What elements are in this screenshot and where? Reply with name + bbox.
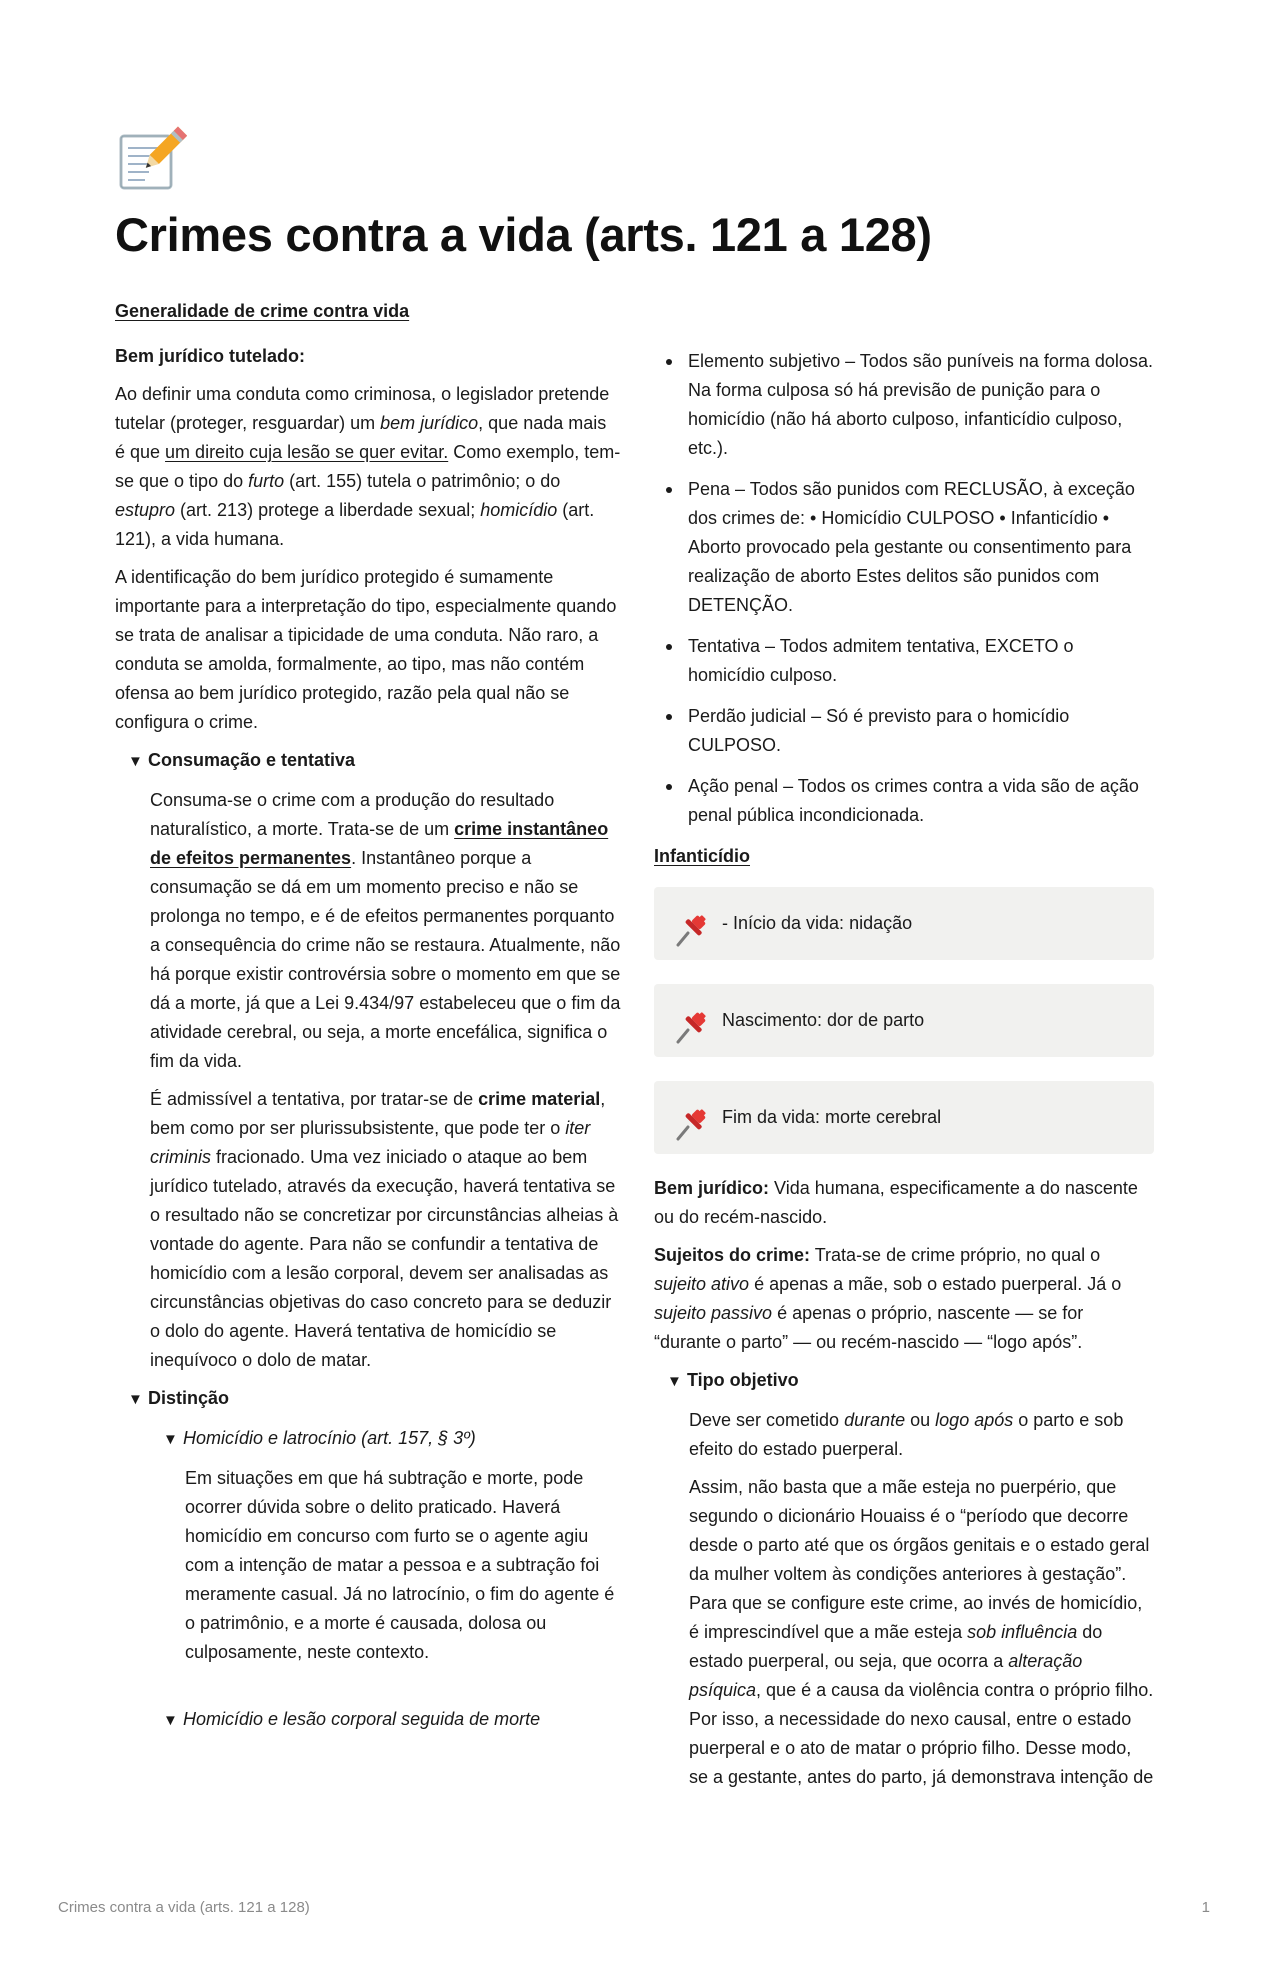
underlined-definition: um direito cuja lesão se quer evitar.	[165, 442, 449, 462]
text-span: , que nada mais é que	[115, 413, 607, 462]
bem-juridico-tutelado-label: Bem jurídico tutelado:	[115, 346, 306, 366]
triangle-down-icon[interactable]: ▼	[163, 1712, 178, 1729]
pushpin-icon	[672, 1107, 708, 1143]
emphasis-sob-influencia: sob influência	[967, 1622, 1078, 1642]
toggle-label: Consumação e tentativa	[148, 750, 356, 770]
consumacao-paragraph	[150, 786, 621, 1076]
emphasis-sujeito-passivo: sujeito passivo	[654, 1303, 773, 1323]
toggle-distincao	[115, 1384, 621, 1735]
tentativa-paragraph	[150, 1085, 621, 1375]
list-item: Perdão judicial – Só é previsto para o homicídio CULPOSO.	[688, 702, 1154, 760]
tipo-objetivo-paragraph-2	[689, 1473, 1154, 1792]
text-span: (art. 155) tutela o patrimônio; o do	[284, 471, 561, 491]
text-span: é apenas o próprio, nascente — se for “durante o parto” — ou recém-nascido — “logo após”.	[654, 1303, 1084, 1352]
emphasis-durante: durante	[844, 1410, 906, 1430]
bullet-list	[654, 347, 1154, 830]
toggle-label: Homicídio e lesão corporal seguida de morte	[183, 1709, 541, 1729]
emphasis-iter-criminis: iter criminis	[150, 1118, 591, 1167]
text-span: Ao definir uma conduta como criminosa, o legislador pretende tutelar (proteger, resguardar) um	[115, 384, 610, 433]
text-span: Vida humana, especificamente a do nascente ou do recém-nascido.	[654, 1178, 1138, 1227]
text-span: ou	[905, 1410, 936, 1430]
emphasis-alteracao-psiquica: alteração psíquica	[689, 1651, 1083, 1700]
toggle-distincao-header[interactable]	[128, 1384, 621, 1414]
text-span: é apenas a mãe, sob o estado puerperal. Já o	[749, 1274, 1122, 1294]
text-span: , que é a causa da violência contra o próprio filho. Por isso, a necessidade do nexo causal, entre o estado puerperal e o ato de matar o próprio filho. Desse modo, se a gestante, antes do parto, já demonstrava intenção de	[689, 1680, 1154, 1787]
bold-label: Bem jurídico:	[654, 1178, 770, 1198]
footer-doc-title: Crimes contra a vida (arts. 121 a 128)	[58, 1899, 310, 1916]
triangle-down-icon[interactable]: ▼	[128, 753, 143, 770]
toggle-label: Distinção	[148, 1388, 230, 1408]
callout-nascimento	[654, 984, 1154, 1057]
latrocinio-paragraph: Em situações em que há subtração e morte, pode ocorrer dúvida sobre o delito praticado. Haverá homicídio em concurso com furto se o agente agiu com a intenção de matar a pessoa e a subtração foi meramente casual. Já no latrocínio, o fim do agente é o patrimônio, e a morte é causada, dolosa ou culposamente, neste contexto.	[185, 1468, 615, 1662]
section-heading-generalidade: Generalidade de crime contra vida	[115, 301, 410, 321]
toggle-consumacao	[115, 746, 621, 1375]
pushpin-icon	[672, 1010, 708, 1046]
text-span: (art. 121), a vida humana.	[115, 500, 595, 549]
emphasis-estupro: estupro	[115, 500, 176, 520]
text-span: fracionado. Uma vez iniciado o ataque ao bem jurídico tutelado, através da execução, haverá tentativa se o resultado não se concretizar por circunstâncias alheias à vontade do agente. Para não se confundir a tentativa de homicídio com a lesão corporal, devem ser analisadas as circunstâncias objetivas do caso concreto para se deduzir o dolo do agente. Haverá tentativa de homicídio se inequívoco o dolo de matar.	[150, 1147, 619, 1370]
text-span: do estado puerperal, ou seja, que ocorra a	[689, 1622, 1103, 1671]
memo-pencil-icon	[115, 122, 187, 194]
text-span: Como exemplo, tem-se que o tipo do	[115, 442, 621, 491]
toggle-lesao-corporal-header[interactable]	[163, 1705, 621, 1735]
callout-inicio-vida	[654, 887, 1154, 960]
toggle-label: Tipo objetivo	[687, 1370, 799, 1390]
triangle-down-icon[interactable]: ▼	[667, 1373, 682, 1390]
list-item: Tentativa – Todos admitem tentativa, EXCETO o homicídio culposo.	[688, 632, 1154, 690]
toggle-latrocinio	[150, 1424, 621, 1735]
identificacao-paragraph: A identificação do bem jurídico protegido é sumamente importante para a interpretação do tipo, especialmente quando se trata de analisar a tipicidade de uma conduta. Não raro, a conduta se amolda, formalmente, ao tipo, mas não contém ofensa ao bem jurídico protegido, razão pela qual não se configura o crime.	[115, 567, 617, 732]
bem-juridico-paragraph	[115, 380, 621, 554]
tipo-objetivo-paragraph-1	[689, 1406, 1154, 1464]
text-span: Deve ser cometido	[689, 1410, 845, 1430]
text-span: , bem como por ser plurissubsistente, que pode ter o	[150, 1089, 606, 1138]
text-span: Trata-se de crime próprio, no qual o	[810, 1245, 1101, 1265]
text-span: . Instantâneo porque a consumação se dá em um momento preciso e não se prolonga no tempo, e é de efeitos permanentes porquanto a consequência do crime não se restaura. Atualmente, não há porque existir controvérsia sobre o momento em que se dá a morte, já que a Lei 9.434/97 estabeleceu que o fim da atividade cerebral, ou seja, a morte encefálica, significa o fim da vida.	[150, 848, 621, 1071]
sujeitos-paragraph	[654, 1241, 1154, 1357]
bold-label: Sujeitos do crime:	[654, 1245, 811, 1265]
left-column	[115, 297, 621, 1745]
emphasis-bem-juridico: bem jurídico	[380, 413, 479, 433]
callout-fim-vida	[654, 1081, 1154, 1154]
text-span: Consuma-se o crime com a produção do resultado naturalístico, a morte. Trata-se de um	[150, 790, 555, 839]
callout-text: - Início da vida: nidação	[722, 913, 913, 933]
footer-page-number: 1	[1201, 1899, 1210, 1916]
text-span: o parto e sob efeito do estado puerperal.	[689, 1410, 1124, 1459]
toggle-consumacao-header[interactable]	[128, 746, 621, 776]
toggle-tipo-objetivo-header[interactable]	[667, 1366, 1154, 1396]
list-item: Pena – Todos são punidos com RECLUSÃO, à exceção dos crimes de: • Homicídio CULPOSO • Infanticídio • Aborto provocado pela gestante ou consentimento para realização de aborto Estes delitos são punidos com DETENÇÃO.	[688, 475, 1154, 620]
page-title: Crimes contra a vida (arts. 121 a 128)	[115, 208, 932, 261]
right-column	[654, 347, 1154, 1801]
list-item: Ação penal – Todos os crimes contra a vida são de ação penal pública incondicionada.	[688, 772, 1154, 830]
toggle-latrocinio-header[interactable]	[163, 1424, 621, 1454]
text-span: Assim, não basta que a mãe esteja no puerpério, que segundo o dicionário Houaiss é o “período que decorre desde o parto até que os órgãos genitais e o estado geral da mulher voltem às condições anteriores à gestação”. Para que se configure este crime, ao invés de homicídio, é imprescindível que a mãe esteja	[689, 1477, 1150, 1642]
callout-text: Fim da vida: morte cerebral	[722, 1107, 942, 1127]
toggle-tipo-objetivo	[654, 1366, 1154, 1792]
emphasis-logo-apos: logo após	[935, 1410, 1014, 1430]
emphasis-sujeito-ativo: sujeito ativo	[654, 1274, 750, 1294]
triangle-down-icon[interactable]: ▼	[128, 1391, 143, 1408]
list-item: Elemento subjetivo – Todos são puníveis na forma dolosa. Na forma culposa só há previsão de punição para o homicídio (não há aborto culposo, infanticídio culposo, etc.).	[688, 347, 1154, 463]
toggle-label: Homicídio e latrocínio (art. 157, § 3º)	[183, 1428, 476, 1448]
text-span: (art. 213) protege a liberdade sexual;	[175, 500, 481, 520]
callout-text: Nascimento: dor de parto	[722, 1010, 925, 1030]
bold-underlined-term: crime instantâneo de efeitos permanentes	[150, 819, 609, 868]
emphasis-furto: furto	[248, 471, 285, 491]
bold-term: crime material	[478, 1089, 601, 1109]
triangle-down-icon[interactable]: ▼	[163, 1431, 178, 1448]
pushpin-icon	[672, 913, 708, 949]
text-span: É admissível a tentativa, por tratar-se de	[150, 1089, 479, 1109]
bem-juridico-paragraph	[654, 1174, 1154, 1232]
section-heading-infanticidio: Infanticídio	[654, 846, 750, 866]
emphasis-homicidio: homicídio	[480, 500, 558, 520]
